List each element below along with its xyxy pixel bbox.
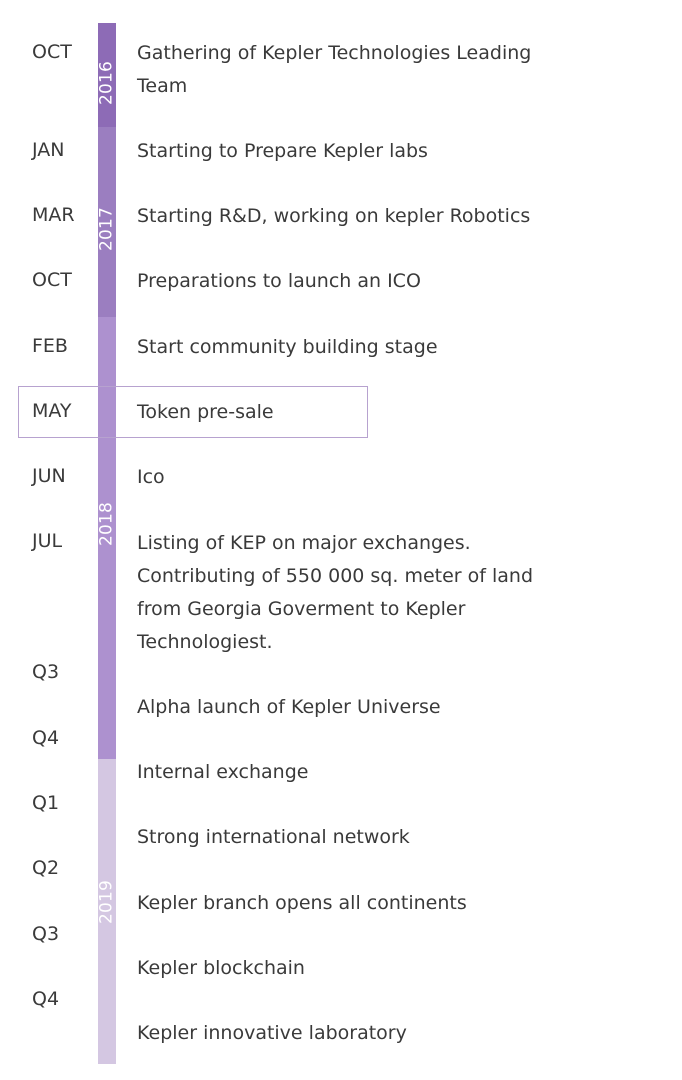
timeline-label: Q3 [32,661,60,683]
timeline-label: Q4 [32,988,60,1010]
event-text: Kepler innovative laboratory [137,1022,407,1044]
year-label-2017: 2017 [96,206,117,252]
timeline-label: Q3 [32,923,60,945]
timeline-label: Q1 [32,792,60,814]
timeline-label: JUL [32,530,63,552]
timeline-label: JUN [32,465,66,487]
year-label-2019: 2019 [96,879,117,925]
timeline-label: MAR [32,204,75,226]
event-text: Kepler branch opens all continents [137,892,467,914]
event-text: Preparations to launch an ICO [137,270,421,292]
event-text: Ico [137,466,165,488]
timeline-label: MAY [32,400,72,422]
timeline-label: OCT [32,269,72,291]
timeline-label: Q4 [32,727,60,749]
year-label-2018: 2018 [96,501,117,547]
event-text: Listing of KEP on major exchanges. Contributing of 550 000 sq. meter of land from Georgia Goverment to Kepler Technologiest. [137,532,534,653]
timeline-label: OCT [32,41,72,63]
year-label-2016: 2016 [96,60,117,106]
event-text: Starting R&D, working on kepler Robotics [137,205,531,227]
timeline-label: Q2 [32,857,60,879]
event-text: Starting to Prepare Kepler labs [137,140,428,162]
event-text: Gathering of Kepler Technologies Leading Team [137,42,532,97]
timeline-label: JAN [32,139,65,161]
event-text: Token pre-sale [137,401,274,423]
event-text: Strong international network [137,826,410,848]
event-text: Internal exchange [137,761,309,783]
event-text: Kepler blockchain [137,957,305,979]
event-text: Start community building stage [137,336,438,358]
event-text: Alpha launch of Kepler Universe [137,696,441,718]
timeline-label: FEB [32,335,68,357]
